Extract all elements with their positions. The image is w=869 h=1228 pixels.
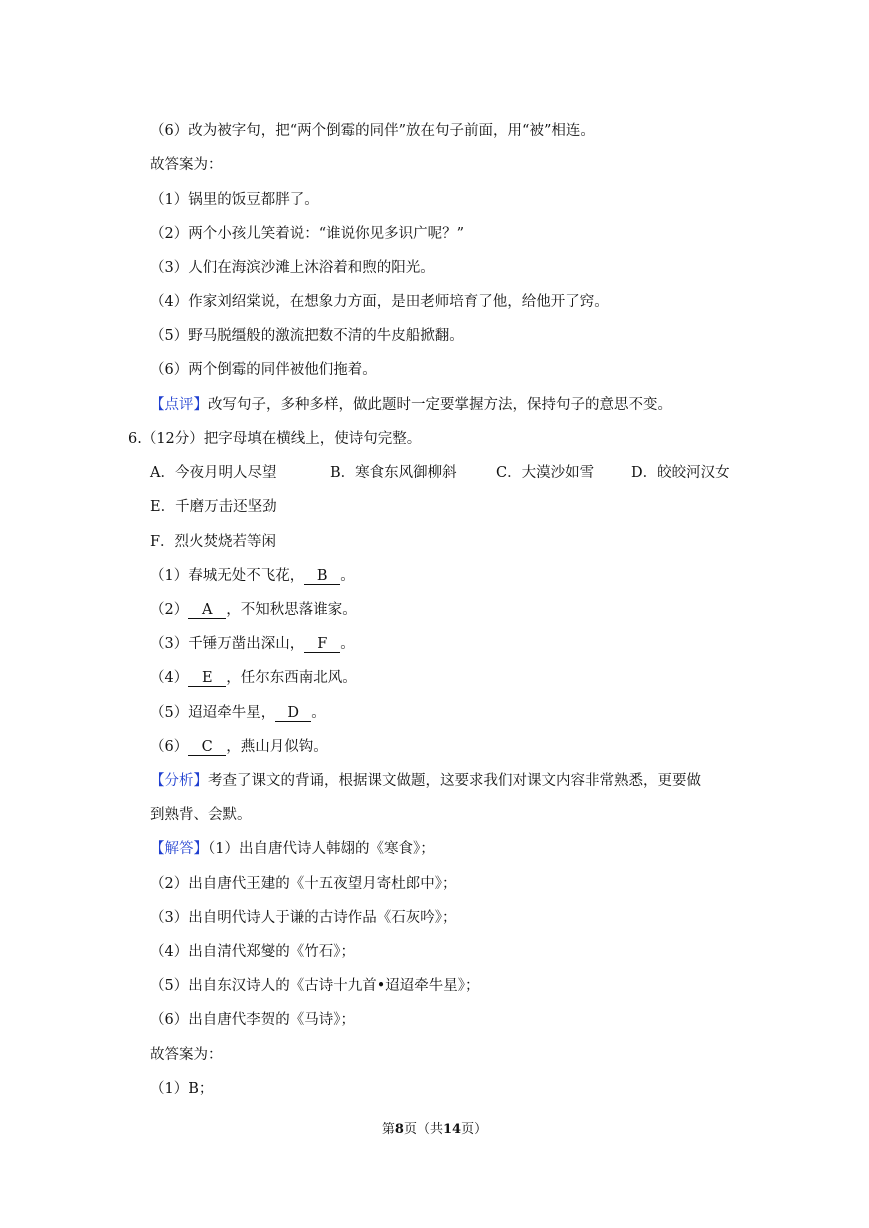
fill-item <box>150 566 769 586</box>
option-b: B．寒食东风御柳斜 <box>330 465 457 481</box>
footer-text: 第 <box>381 1122 395 1137</box>
fill-item <box>150 634 769 654</box>
option-c: C．大漠沙如雪 <box>496 465 595 481</box>
answer-blank: F <box>304 636 340 653</box>
answer-line: （6）两个倒霉的同伴被他们拖着。 <box>150 362 377 378</box>
item-text: （6） <box>150 739 189 755</box>
answer-blank: C <box>188 739 226 756</box>
analysis-tag: 【分析】 <box>150 773 208 789</box>
comment-text: 改写句子，多种多样，做此题时一定要掌握方法，保持句子的意思不变。 <box>208 397 672 413</box>
page-total: 14 <box>442 1122 462 1137</box>
item-text: ，燕山月似钩。 <box>226 739 328 755</box>
item-text: 。 <box>311 705 326 721</box>
item-text: （1）春城无处不飞花， <box>150 568 305 584</box>
answer-label: 故答案为： <box>150 1047 223 1063</box>
item-text: （3）千锤万凿出深山， <box>150 636 305 652</box>
analysis-line <box>150 771 769 791</box>
option-e: E．千磨万击还坚劲 <box>150 499 277 515</box>
option-a: A．今夜月明人尽望 <box>150 465 277 481</box>
answer-label: 故答案为： <box>150 157 223 173</box>
comment-tag: 【点评】 <box>150 397 208 413</box>
fill-item <box>150 600 769 620</box>
answer-line: （3）人们在海滨沙滩上沐浴着和煦的阳光。 <box>150 260 435 276</box>
fill-item <box>150 703 769 723</box>
solution-line: （4）出自清代郑燮的《竹石》； <box>150 944 355 960</box>
solution-text: （1）出自唐代诗人韩翃的《寒食》； <box>208 841 435 857</box>
answer-blank: A <box>188 602 226 619</box>
footer-text: 页） <box>461 1122 488 1137</box>
solution-line: （3）出自明代诗人于谦的古诗作品《石灰吟》； <box>150 910 457 926</box>
solution-line <box>150 839 769 859</box>
option-f: F．烈火焚烧若等闲 <box>150 534 277 550</box>
options-row <box>150 463 769 483</box>
page-footer <box>0 1121 869 1139</box>
answer-blank: B <box>304 568 340 585</box>
item-text: （2） <box>150 602 189 618</box>
fill-item <box>150 668 769 688</box>
answer-line: （6）改为被字句，把“两个倒霉的同伴”放在句子前面，用“被”相连。 <box>150 123 595 139</box>
question-title: 6.（12分）把字母填在横线上，使诗句完整。 <box>128 431 422 447</box>
answer-line: （1）B； <box>150 1081 214 1097</box>
item-text: 。 <box>340 636 355 652</box>
answer-line: （2）两个小孩儿笑着说：“谁说你见多识广呢？” <box>150 226 465 242</box>
answer-blank: D <box>275 705 311 722</box>
solution-line: （2）出自唐代王建的《十五夜望月寄杜郎中》； <box>150 876 457 892</box>
analysis-text: 考查了课文的背诵，根据课文做题，这要求我们对课文内容非常熟悉，更要做 <box>208 773 701 789</box>
item-text: （5）迢迢牵牛星， <box>150 705 276 721</box>
analysis-line: 到熟背、会默。 <box>150 807 252 823</box>
item-text: ，任尔东西南北风。 <box>226 670 357 686</box>
answer-blank: E <box>188 670 226 687</box>
solution-tag: 【解答】 <box>150 841 208 857</box>
solution-line: （5）出自东汉诗人的《古诗十九首•迢迢牵牛星》； <box>150 978 480 994</box>
option-d: D．皎皎河汉女 <box>631 465 730 481</box>
item-text: 。 <box>340 568 355 584</box>
item-text: （4） <box>150 670 189 686</box>
answer-line: （5）野马脱缰般的激流把数不清的牛皮船掀翻。 <box>150 328 464 344</box>
fill-item <box>150 737 769 757</box>
solution-line: （6）出自唐代李贺的《马诗》； <box>150 1012 355 1028</box>
footer-text: 页（共 <box>403 1122 443 1137</box>
comment-line <box>150 395 769 415</box>
answer-line: （1）锅里的饭豆都胖了。 <box>150 192 319 208</box>
page-number: 8 <box>394 1122 404 1137</box>
item-text: ，不知秋思落谁家。 <box>226 602 357 618</box>
answer-line: （4）作家刘绍棠说，在想象力方面，是田老师培育了他，给他开了窍。 <box>150 294 609 310</box>
